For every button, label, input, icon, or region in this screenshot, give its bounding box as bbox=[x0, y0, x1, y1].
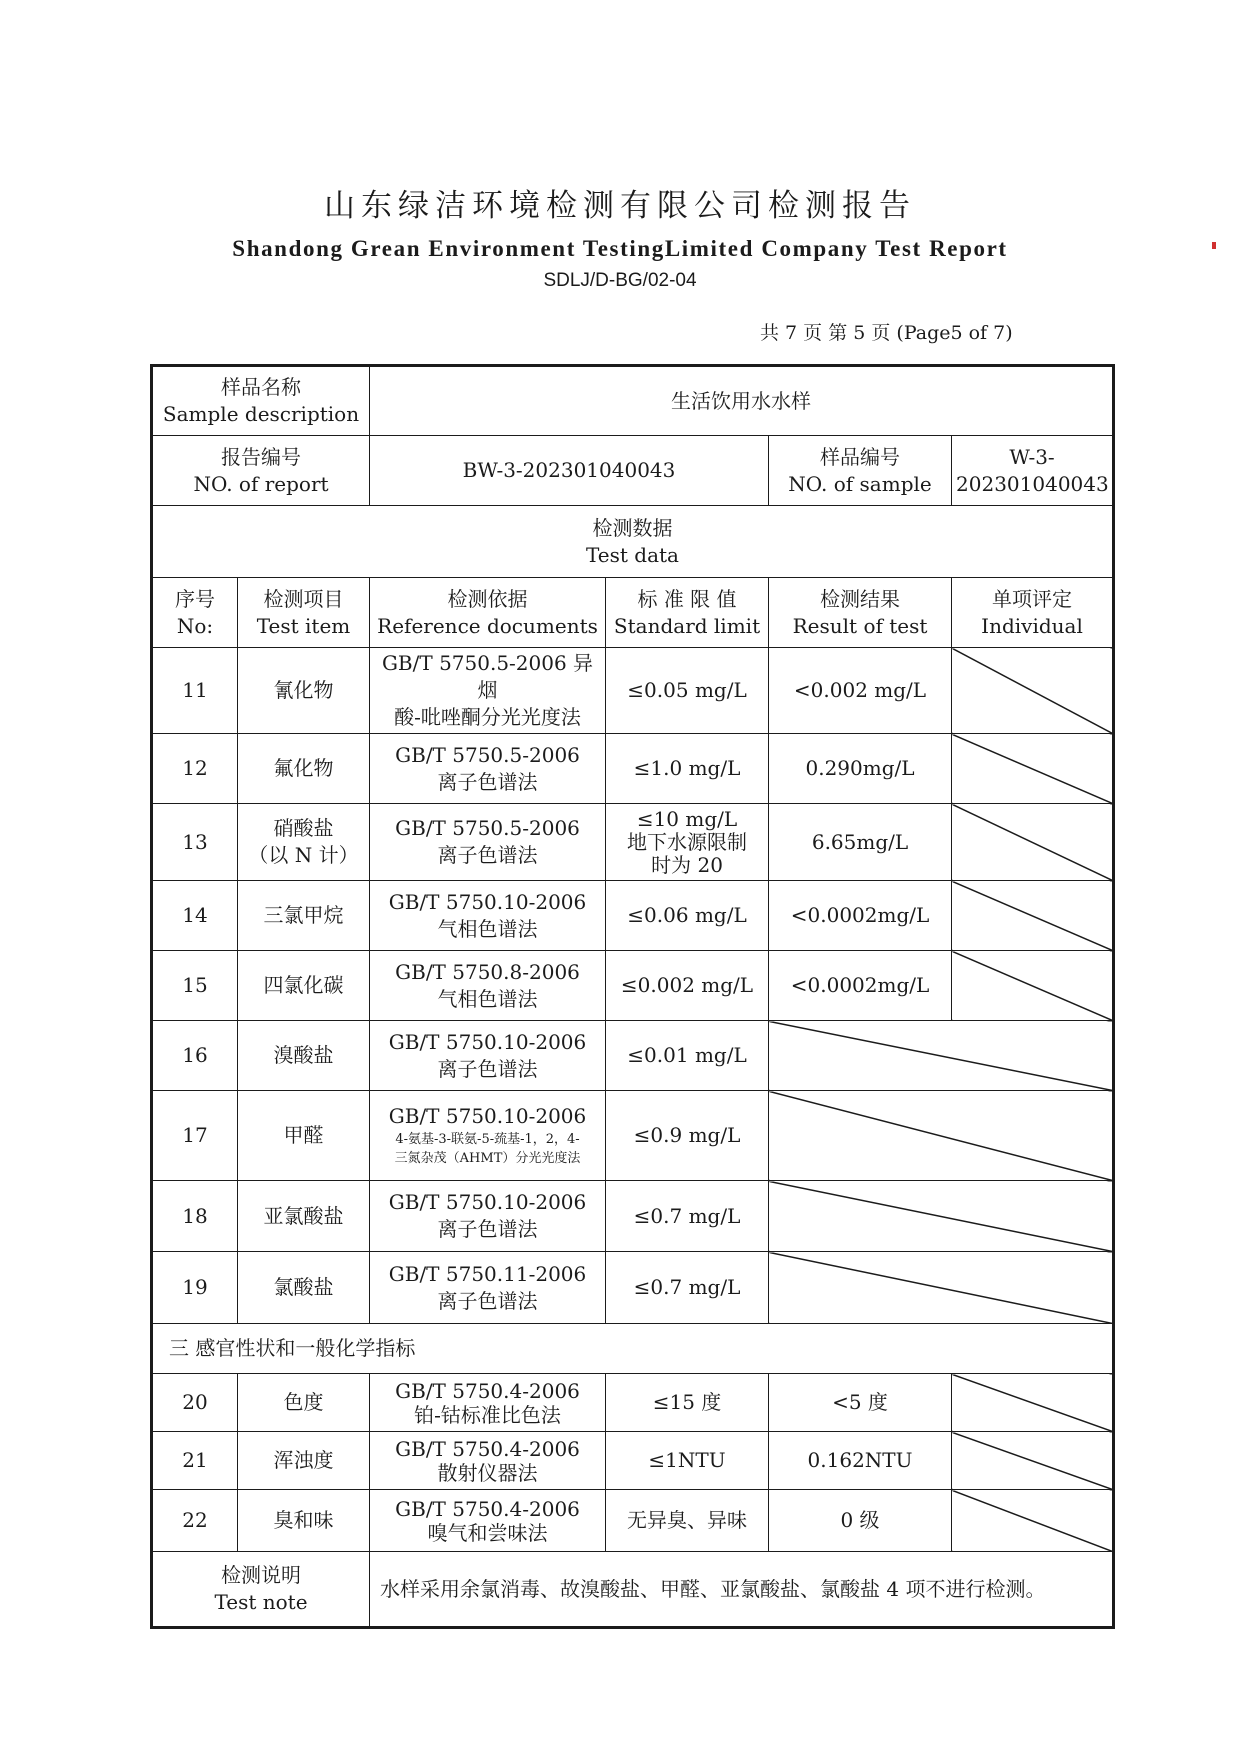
test-note-row bbox=[152, 1552, 1114, 1628]
table-row bbox=[152, 1490, 1114, 1552]
section-header-row bbox=[152, 1324, 1114, 1374]
test-result: <0.0002mg/L bbox=[769, 951, 952, 1021]
test-item: 亚氯酸盐 bbox=[238, 1181, 370, 1252]
row-number: 17 bbox=[152, 1091, 238, 1181]
reference-document: GB/T 5750.11-2006 离子色谱法 bbox=[370, 1252, 606, 1324]
test-result: <5 度 bbox=[769, 1374, 952, 1432]
reference-document: GB/T 5750.10-2006 气相色谱法 bbox=[370, 881, 606, 951]
test-item: 甲醛 bbox=[238, 1091, 370, 1181]
reference-document: GB/T 5750.10-2006 4-氨基-3-联氨-5-巯基-1，2，4- 三氮杂茂（AHMT）分光光度法 bbox=[370, 1091, 606, 1181]
table-row bbox=[152, 1021, 1114, 1091]
column-header-row bbox=[152, 578, 1114, 648]
test-note-label: 检测说明 Test note bbox=[152, 1552, 370, 1628]
column-header-reference: 检测依据 Reference documents bbox=[370, 578, 606, 648]
standard-limit: ≤0.7 mg/L bbox=[606, 1181, 769, 1252]
row-number: 19 bbox=[152, 1252, 238, 1324]
report-number-label: 报告编号 NO. of report bbox=[152, 436, 370, 506]
individual-empty-slash bbox=[952, 804, 1114, 881]
test-result: 0 级 bbox=[769, 1490, 952, 1552]
row-number: 15 bbox=[152, 951, 238, 1021]
standard-limit: ≤0.01 mg/L bbox=[606, 1021, 769, 1091]
row-number: 20 bbox=[152, 1374, 238, 1432]
table-row bbox=[152, 1181, 1114, 1252]
report-title-en: Shandong Grean Environment TestingLimited Company Test Report bbox=[232, 236, 1008, 261]
test-result: 0.162NTU bbox=[769, 1432, 952, 1490]
report-number-row bbox=[152, 436, 1114, 506]
test-item: 臭和味 bbox=[238, 1490, 370, 1552]
table-row bbox=[152, 1374, 1114, 1432]
test-result: 0.290mg/L bbox=[769, 734, 952, 804]
table-row bbox=[152, 881, 1114, 951]
individual-empty-slash bbox=[952, 1432, 1114, 1490]
row-number: 18 bbox=[152, 1181, 238, 1252]
document-code: SDLJ/D-BG/02-04 bbox=[543, 270, 697, 291]
reference-document: GB/T 5750.8-2006 气相色谱法 bbox=[370, 951, 606, 1021]
test-item: 浑浊度 bbox=[238, 1432, 370, 1490]
test-data-title: 检测数据 Test data bbox=[152, 506, 1114, 578]
section-title: 三 感官性状和一般化学指标 bbox=[152, 1324, 1114, 1374]
reference-document: GB/T 5750.4-2006 嗅气和尝味法 bbox=[370, 1490, 606, 1552]
test-item: 色度 bbox=[238, 1374, 370, 1432]
scan-mark bbox=[1212, 242, 1216, 249]
individual-empty-slash bbox=[952, 881, 1114, 951]
sample-description-row bbox=[152, 366, 1114, 436]
column-header-individual: 单项评定 Individual bbox=[952, 578, 1114, 648]
test-item: 硝酸盐 （以 N 计） bbox=[238, 804, 370, 881]
individual-empty-slash bbox=[952, 951, 1114, 1021]
individual-empty-slash bbox=[952, 648, 1114, 734]
sample-description-label: 样品名称 Sample description bbox=[152, 366, 370, 436]
standard-limit: ≤1.0 mg/L bbox=[606, 734, 769, 804]
row-number: 22 bbox=[152, 1490, 238, 1552]
result-individual-empty-slash bbox=[769, 1181, 1114, 1252]
result-individual-empty-slash bbox=[769, 1252, 1114, 1324]
result-individual-empty-slash bbox=[769, 1021, 1114, 1091]
row-number: 11 bbox=[152, 648, 238, 734]
sample-number-value: W-3-202301040043 bbox=[952, 436, 1114, 506]
individual-empty-slash bbox=[952, 1490, 1114, 1552]
table-row bbox=[152, 951, 1114, 1021]
sample-description-value: 生活饮用水水样 bbox=[370, 366, 1114, 436]
test-item: 四氯化碳 bbox=[238, 951, 370, 1021]
test-result: <0.0002mg/L bbox=[769, 881, 952, 951]
standard-limit: ≤0.06 mg/L bbox=[606, 881, 769, 951]
standard-limit: ≤0.002 mg/L bbox=[606, 951, 769, 1021]
standard-limit: ≤15 度 bbox=[606, 1374, 769, 1432]
standard-limit: 无异臭、异味 bbox=[606, 1490, 769, 1552]
column-header-limit: 标 准 限 值 Standard limit bbox=[606, 578, 769, 648]
test-result: 6.65mg/L bbox=[769, 804, 952, 881]
reference-document: GB/T 5750.5-2006 离子色谱法 bbox=[370, 804, 606, 881]
report-title-cn: 山东绿洁环境检测有限公司检测报告 bbox=[324, 188, 916, 224]
row-number: 16 bbox=[152, 1021, 238, 1091]
result-individual-empty-slash bbox=[769, 1091, 1114, 1181]
reference-document: GB/T 5750.10-2006 离子色谱法 bbox=[370, 1021, 606, 1091]
test-item: 氰化物 bbox=[238, 648, 370, 734]
row-number: 13 bbox=[152, 804, 238, 881]
table-row bbox=[152, 1091, 1114, 1181]
standard-limit: ≤0.9 mg/L bbox=[606, 1091, 769, 1181]
row-number: 21 bbox=[152, 1432, 238, 1490]
report-number-value: BW-3-202301040043 bbox=[370, 436, 769, 506]
test-data-title-row bbox=[152, 506, 1114, 578]
table-row bbox=[152, 648, 1114, 734]
page-info: 共 7 页 第 5 页 (Page5 of 7) bbox=[760, 322, 1013, 344]
row-number: 12 bbox=[152, 734, 238, 804]
standard-limit: ≤1NTU bbox=[606, 1432, 769, 1490]
report-table bbox=[150, 364, 1115, 1629]
table-row bbox=[152, 1432, 1114, 1490]
test-item: 三氯甲烷 bbox=[238, 881, 370, 951]
column-header-no: 序号 No: bbox=[152, 578, 238, 648]
column-header-item: 检测项目 Test item bbox=[238, 578, 370, 648]
reference-document: GB/T 5750.10-2006 离子色谱法 bbox=[370, 1181, 606, 1252]
test-note-text: 水样采用余氯消毒、故溴酸盐、甲醛、亚氯酸盐、氯酸盐 4 项不进行检测。 bbox=[370, 1552, 1114, 1628]
standard-limit: ≤10 mg/L 地下水源限制 时为 20 bbox=[606, 804, 769, 881]
standard-limit: ≤0.7 mg/L bbox=[606, 1252, 769, 1324]
sample-number-label: 样品编号 NO. of sample bbox=[769, 436, 952, 506]
column-header-result: 检测结果 Result of test bbox=[769, 578, 952, 648]
reference-document: GB/T 5750.4-2006 铂-钴标准比色法 bbox=[370, 1374, 606, 1432]
reference-document: GB/T 5750.5-2006 异烟 酸-吡唑酮分光光度法 bbox=[370, 648, 606, 734]
reference-document: GB/T 5750.4-2006 散射仪器法 bbox=[370, 1432, 606, 1490]
test-result: <0.002 mg/L bbox=[769, 648, 952, 734]
standard-limit: ≤0.05 mg/L bbox=[606, 648, 769, 734]
test-item: 溴酸盐 bbox=[238, 1021, 370, 1091]
row-number: 14 bbox=[152, 881, 238, 951]
test-item: 氯酸盐 bbox=[238, 1252, 370, 1324]
table-row bbox=[152, 804, 1114, 881]
test-item: 氟化物 bbox=[238, 734, 370, 804]
individual-empty-slash bbox=[952, 1374, 1114, 1432]
table-row bbox=[152, 734, 1114, 804]
reference-document: GB/T 5750.5-2006 离子色谱法 bbox=[370, 734, 606, 804]
table-row bbox=[152, 1252, 1114, 1324]
individual-empty-slash bbox=[952, 734, 1114, 804]
